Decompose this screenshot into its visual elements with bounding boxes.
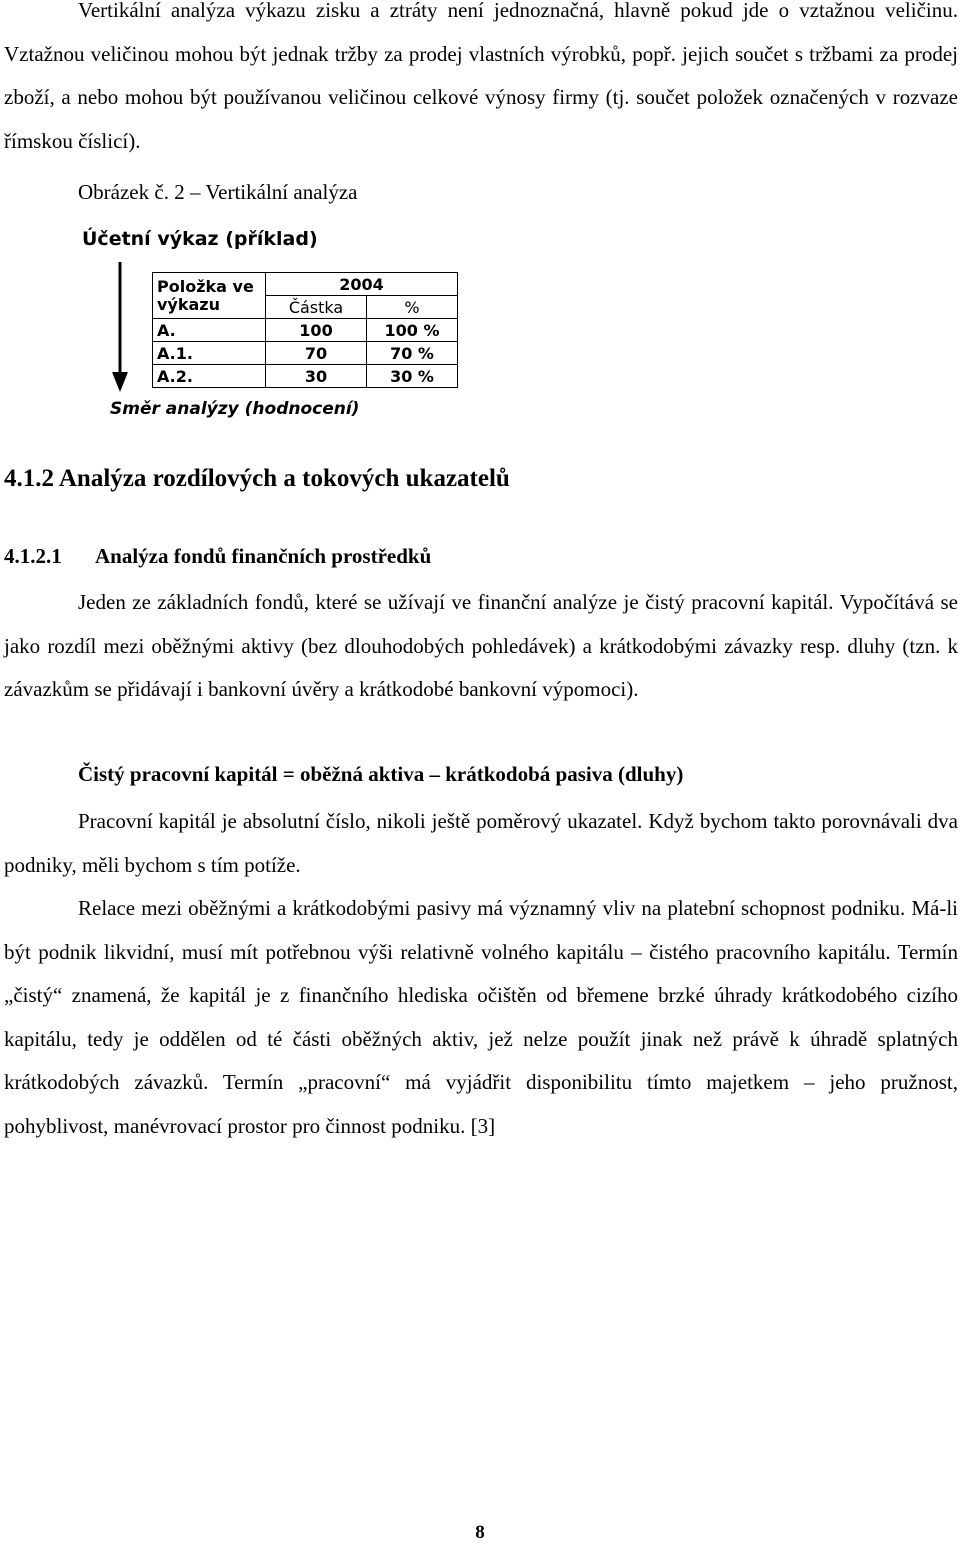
figure-table: [152, 272, 458, 388]
paragraph-absolute-number: [4, 800, 958, 887]
header-year: 2004: [266, 273, 458, 296]
table-header-row: [153, 273, 458, 296]
row-item: A.2.: [153, 365, 266, 388]
table-row: [153, 319, 458, 342]
table-row: [153, 342, 458, 365]
row-item: A.1.: [153, 342, 266, 365]
header-amount: Částka: [266, 296, 367, 319]
page-number: 8: [475, 1522, 485, 1543]
analysis-direction-label: Směr analýzy (hodnocení): [110, 399, 360, 419]
row-item: A.: [153, 319, 266, 342]
table-row: [153, 365, 458, 388]
subsection-number: 4.1.2.1: [4, 544, 62, 568]
arrow-down-icon: [108, 262, 132, 394]
subsection-heading: [4, 544, 431, 569]
paragraph-text: Jeden ze základních fondů, které se užívají ve finanční analýze je čistý pracovní kapitál. Vypočítává se jako rozdíl mezi oběžnými aktivy (bez dlouhodobých pohledávek) a krátkodobými závazky resp. dluhy (tzn. k závazkům se přidávají i bankovní úvěry a krátkodobé bankovní výpomoci).: [4, 590, 958, 701]
intro-paragraph: [4, 0, 958, 163]
figure-title: Účetní výkaz (příklad): [82, 228, 318, 250]
row-percent: 100 %: [367, 319, 458, 342]
figure-caption: Obrázek č. 2 – Vertikální analýza: [78, 180, 358, 204]
header-item: Položka ve výkazu: [153, 273, 266, 319]
header-percent: %: [367, 296, 458, 319]
paragraph-working-capital: [4, 581, 958, 712]
intro-text: Vertikální analýza výkazu zisku a ztráty není jednoznačná, hlavně pokud jde o vztažnou veličinu. Vztažnou veličinou mohou být jednak tržby za prodej vlastních výrobků, popř. jejich součet s tržbami za prodej zboží, a nebo mohou být používanou veličinou celkové výnosy firmy (tj. součet položek označených v rozvaze římskou číslicí).: [4, 0, 958, 153]
row-amount: 30: [266, 365, 367, 388]
paragraph-relation: [4, 887, 958, 1148]
row-percent: 70 %: [367, 342, 458, 365]
vertical-analysis-figure: [80, 228, 480, 428]
row-amount: 70: [266, 342, 367, 365]
formula-line: Čistý pracovní kapitál = oběžná aktiva – krátkodobá pasiva (dluhy): [78, 762, 684, 786]
paragraph-text: Relace mezi oběžnými a krátkodobými pasivy má významný vliv na platební schopnost podniku. Má-li být podnik likvidní, musí mít potřebnou výši relativně volného kapitálu – čistého pracovního kapitálu. Termín „čistý“ znamená, že kapitál je z finančního hlediska očištěn od břemene brzké úhrady krátkodobého cizího kapitálu, tedy je oddělen od té části oběžných aktiv, jež nelze použít jinak než právě k úhradě splatných krátkodobých závazků. Termín „pracovní“ má vyjádřit disponibilitu tímto majetkem – jeho pružnost, pohyblivost, manévrovací prostor pro činnost podniku. [3]: [4, 896, 958, 1138]
section-heading: 4.1.2 Analýza rozdílových a tokových ukazatelů: [4, 465, 510, 492]
paragraph-text: Pracovní kapitál je absolutní číslo, nikoli ještě poměrový ukazatel. Když bychom takto porovnávali dva podniky, měli bychom s tím potíže.: [4, 809, 958, 877]
row-amount: 100: [266, 319, 367, 342]
subsection-title: Analýza fondů finančních prostředků: [95, 544, 432, 568]
row-percent: 30 %: [367, 365, 458, 388]
